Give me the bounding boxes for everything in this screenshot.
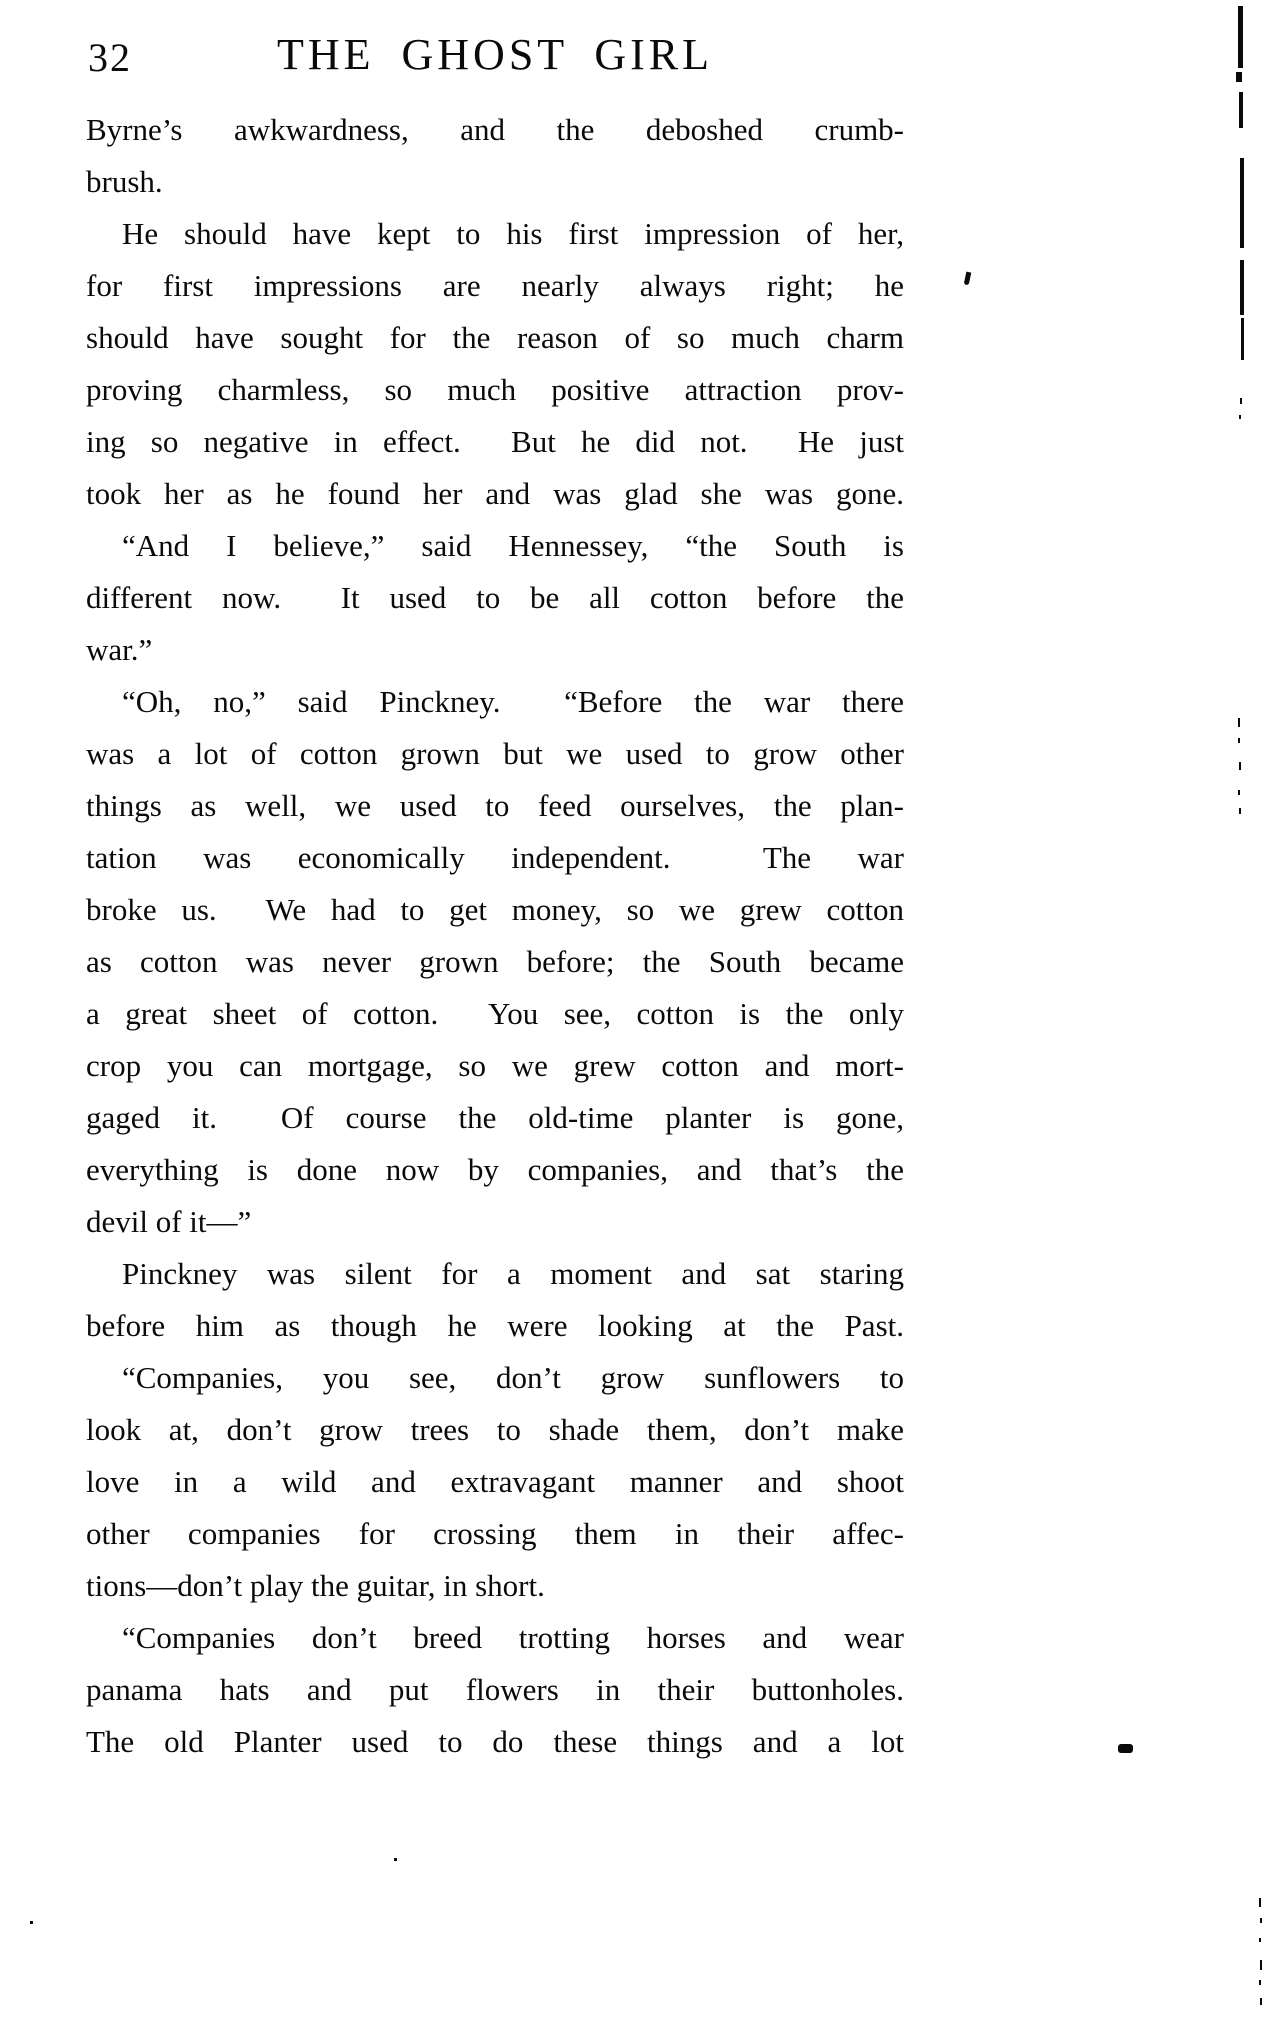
scan-artifact-dot	[1239, 762, 1241, 770]
scan-artifact-margin-stroke	[1241, 318, 1244, 360]
text-line: was a lot of cotton grown but we used to grow other	[86, 736, 904, 771]
scan-artifact-ink-speck	[964, 272, 972, 286]
scan-artifact-dot	[1259, 1938, 1261, 1942]
scan-artifact-dot	[1238, 790, 1240, 795]
text-line: other companies for crossing them in their affec-	[86, 1516, 904, 1551]
text-line: before him as though he were looking at the Past.	[86, 1308, 904, 1343]
scan-artifact-dot	[394, 1858, 397, 1861]
text-line: Byrne’s awkwardness, and the deboshed crumb-	[86, 112, 904, 147]
scan-artifact-dot	[1238, 718, 1240, 727]
scan-artifact-margin-stroke	[1240, 260, 1244, 315]
scan-artifact-margin-stroke	[1236, 72, 1242, 82]
scan-artifact-dot	[1239, 808, 1241, 814]
text-line: “And I believe,” said Hennessey, “the South is	[122, 528, 904, 563]
running-title: THE GHOST GIRL	[276, 30, 714, 79]
page-number: 32	[88, 35, 132, 80]
text-line: devil of it—”	[86, 1204, 252, 1239]
scan-artifact-margin-stroke	[1240, 158, 1244, 248]
text-line: different now. It used to be all cotton before the	[86, 580, 904, 615]
text-line: look at, don’t grow trees to shade them, don’t make	[86, 1412, 904, 1447]
text-line: panama hats and put flowers in their buttonholes.	[86, 1672, 904, 1707]
text-line: should have sought for the reason of so much charm	[86, 320, 904, 355]
scan-artifact-margin-stroke	[1238, 6, 1243, 68]
text-line: proving charmless, so much positive attraction prov-	[86, 372, 904, 407]
text-line: as cotton was never grown before; the South became	[86, 944, 904, 979]
text-line: tions—don’t play the guitar, in short.	[86, 1568, 545, 1603]
text-line: The old Planter used to do these things and a lot	[86, 1724, 904, 1759]
scan-artifact-dot	[1259, 1898, 1261, 1907]
text-line: Pinckney was silent for a moment and sat staring	[122, 1256, 904, 1291]
scan-artifact-dot	[1238, 738, 1240, 743]
text-line: a great sheet of cotton. You see, cotton is the only	[86, 996, 904, 1031]
text-line: tation was economically independent. The war	[86, 840, 904, 875]
text-line: took her as he found her and was glad she was gone.	[86, 476, 904, 511]
scan-artifact-dot	[1260, 1960, 1262, 1970]
text-line: for first impressions are nearly always right; he	[86, 268, 904, 303]
scan-artifact-dot	[1260, 1998, 1262, 2005]
scan-artifact-dot	[30, 1921, 33, 1924]
text-line: “Oh, no,” said Pinckney. “Before the war there	[122, 684, 904, 719]
text-line: crop you can mortgage, so we grew cotton and mort-	[86, 1048, 904, 1083]
text-line: “Companies don’t breed trotting horses and wear	[122, 1620, 904, 1655]
text-line: broke us. We had to get money, so we grew cotton	[86, 892, 904, 927]
text-line: things as well, we used to feed ourselves, the plan-	[86, 788, 904, 823]
text-line: He should have kept to his first impression of her,	[122, 216, 904, 251]
scan-artifact-dot	[1260, 1918, 1262, 1923]
text-line: ing so negative in effect. But he did not. He just	[86, 424, 904, 459]
text-line: gaged it. Of course the old-time planter is gone,	[86, 1100, 904, 1135]
text-line: love in a wild and extravagant manner and shoot	[86, 1464, 904, 1499]
page-text	[86, 104, 904, 1768]
text-line: brush.	[86, 164, 163, 199]
scan-artifact-margin-stroke	[1239, 92, 1243, 128]
scan-artifact-dot	[1259, 1980, 1261, 1985]
text-line: war.”	[86, 632, 153, 667]
scan-artifact-ink-speck	[1118, 1744, 1133, 1753]
scan-artifact-dot	[1239, 415, 1241, 419]
text-line: “Companies, you see, don’t grow sunflowers to	[122, 1360, 904, 1395]
text-line: everything is done now by companies, and that’s the	[86, 1152, 904, 1187]
scan-artifact-dot	[1240, 398, 1242, 404]
